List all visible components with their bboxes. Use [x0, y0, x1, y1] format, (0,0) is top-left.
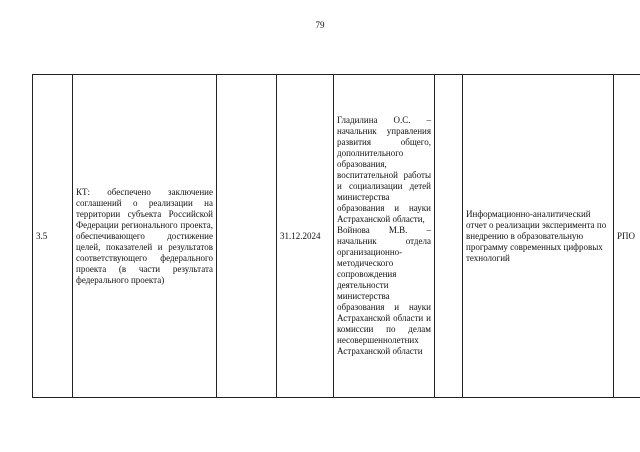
row-number-cell [33, 75, 73, 398]
role-cell [614, 75, 640, 398]
result-document: Информационно-аналитический отчет о реализации эксперимента по внедрению в образовательную программу современных цифровых технологий [466, 208, 607, 263]
empty-cell-2 [435, 75, 463, 398]
description-cell [73, 75, 217, 398]
date-cell [277, 75, 334, 398]
empty-cell [217, 75, 277, 398]
checkpoint-description: КТ: обеспечено заключение соглашений о реализации на территории субъекта Российской Федерации регионального проекта, обеспечивающего достижение целей, показателей и результатов соответствующего федерального проекта (в части результата федерального проекта) [76, 186, 213, 285]
table-row [33, 75, 640, 398]
responsible-persons: Гладилина О.С. – начальник управления развития общего, дополнительного образования, воспитательной работы и социализации детей министерства образования и науки Астраханской области, Войнова М.В. – начальник отдела организационно-методического сопровождения деятельности министерства образования и науки Астраханской области и комиссии по делам несовершеннолетних Астраханской области [337, 115, 431, 356]
responsible-cell [334, 75, 435, 398]
row-number: 3.5 [36, 230, 48, 241]
result-cell [463, 75, 614, 398]
due-date: 31.12.2024 [280, 230, 321, 241]
plan-table [32, 74, 640, 398]
role-code: РПО [617, 230, 636, 241]
page-number: 79 [315, 20, 325, 30]
